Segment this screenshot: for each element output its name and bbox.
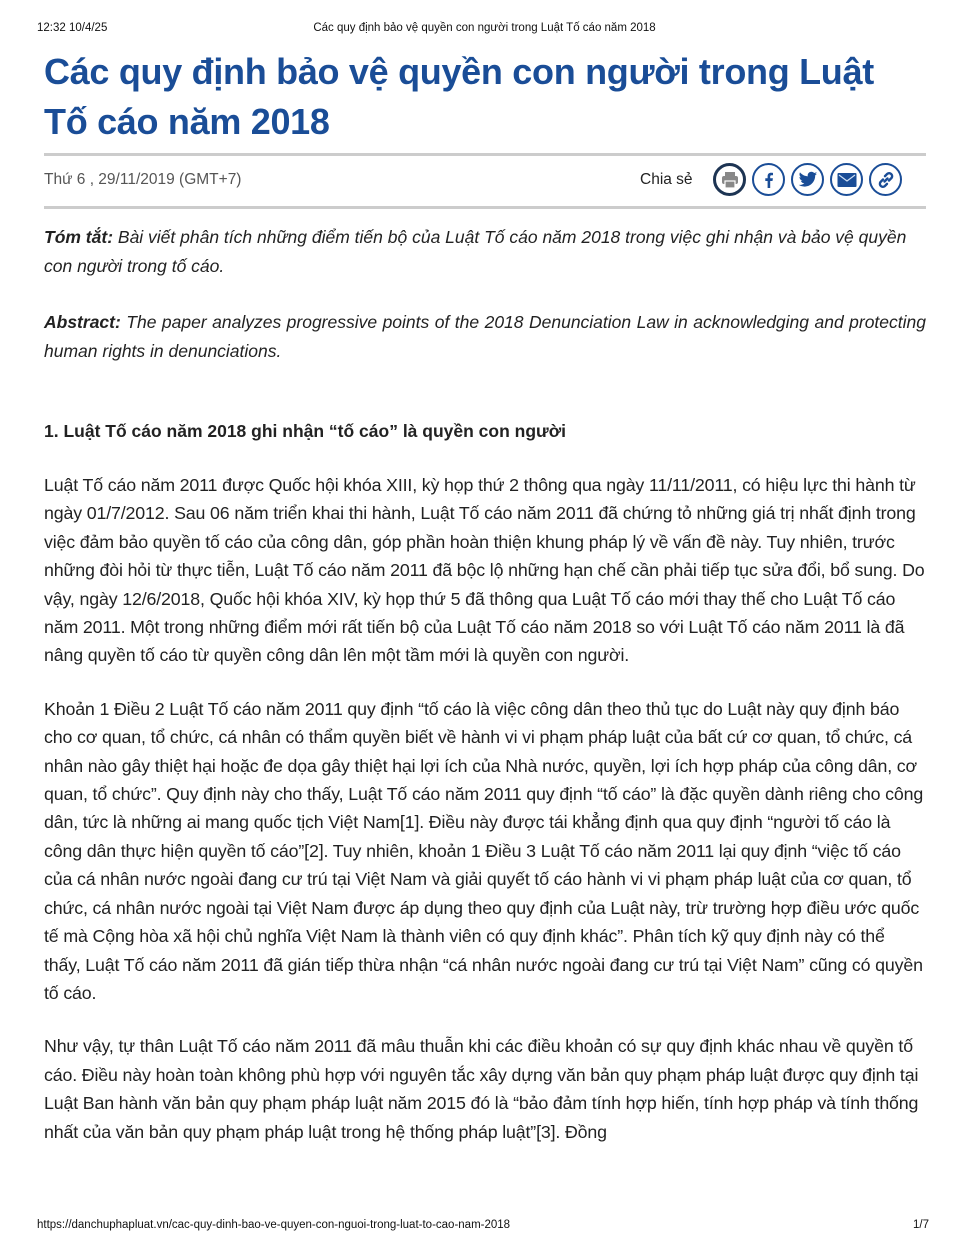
summary	[44, 223, 926, 281]
print-icon	[720, 170, 740, 190]
page-url: https://danchuphapluat.vn/cac-quy-dinh-bao-ve-quyen-con-nguoi-trong-luat-to-cao-nam-2018	[37, 1219, 511, 1231]
twitter-share-button[interactable]	[791, 163, 824, 196]
article-date: Thứ 6 , 29/11/2019 (GMT+7)	[44, 171, 242, 188]
abstract	[44, 308, 926, 366]
article-title: Các quy định bảo vệ quyền con người trong Luật Tố cáo năm 2018	[44, 51, 874, 142]
body-paragraph: Khoản 1 Điều 2 Luật Tố cáo năm 2011 quy định “tố cáo là việc công dân theo thủ tục do Luật này quy định báo cho cơ quan, tổ chức, cá nhân có thẩm quyền biết về hành vi vi phạm pháp luật của bất cứ cơ quan, tổ chức, cá nhân nào gây thiệt hại hoặc đe dọa gây thiệt hại lợi ích của Nhà nước, quyền, lợi ích hợp pháp của công dân, cơ quan, tổ chức”. Quy định này cho thấy, Luật Tố cáo năm 2011 quy định “tố cáo” là đặc quyền dành riêng cho công dân, tức là những ai mang quốc tịch Việt Nam[1]. Điều này được tái khẳng định qua quy định “người tố cáo là công dân thực hiện quyền tố cáo”[2]. Tuy nhiên, khoản 1 Điều 3 Luật Tố cáo năm 2011 lại quy định “việc tố cáo của cá nhân nước ngoài đang cư trú tại Việt Nam và giải quyết tố cáo hành vi vi phạm pháp luật của cơ quan, tổ chức, cá nhân nước ngoài tại Việt Nam được áp dụng theo quy định của Luật này, trừ trường hợp điều ước quốc tế mà Cộng hòa xã hội chủ nghĩa Việt Nam là thành viên có quy định khác”. Phân tích kỹ quy định này có thể thấy, Luật Tố cáo năm 2011 đã gián tiếp thừa nhận “cá nhân nước ngoài đang cư trú tại Việt Nam” cũng có quyền tố cáo.	[44, 698, 924, 1003]
email-share-button[interactable]	[830, 163, 863, 196]
share-buttons	[713, 163, 902, 196]
divider-top	[44, 153, 926, 156]
print-header	[0, 22, 969, 38]
section-heading: 1. Luật Tố cáo năm 2018 ghi nhận “tố cáo” là quyền con người	[44, 421, 567, 441]
abstract-text: The paper analyzes progressive points of the 2018 Denunciation Law in acknowledging and protecting human rights in denunciations.	[44, 312, 926, 361]
print-button[interactable]	[713, 163, 746, 196]
abstract-label: Abstract:	[44, 312, 121, 332]
copy-link-button[interactable]	[869, 163, 902, 196]
link-icon	[876, 170, 896, 190]
article-body	[44, 223, 926, 1146]
print-time: 12:32 10/4/25	[37, 22, 108, 34]
summary-label: Tóm tắt:	[44, 227, 114, 247]
print-doc-title: Các quy định bảo vệ quyền con người trong Luật Tố cáo năm 2018	[313, 22, 656, 34]
divider-bottom	[44, 206, 926, 209]
body-paragraph: Luật Tố cáo năm 2011 được Quốc hội khóa XIII, kỳ họp thứ 2 thông qua ngày 11/11/2011, có hiệu lực thi hành từ ngày 01/7/2012. Sau 06 năm triển khai thi hành, Luật Tố cáo năm 2011 đã chứng tỏ những giá trị nhất định trong việc đảm bảo quyền tố cáo của công dân, góp phần hoàn thiện khung pháp lý về vấn đề này. Tuy nhiên, trước những đòi hỏi từ thực tiễn, Luật Tố cáo năm 2011 đã bộc lộ những hạn chế cần phải tiếp tục sửa đổi, bổ sung. Do vậy, ngày 12/6/2018, Quốc hội khóa XIV, kỳ họp thứ 5 đã thông qua Luật Tố cáo mới thay thế cho Luật Tố cáo năm 2011. Một trong những điểm mới rất tiến bộ của Luật Tố cáo năm 2018 so với Luật Tố cáo năm 2011 là đã nâng quyền tố cáo từ quyền công dân lên một tầm mới là quyền con người.	[44, 475, 925, 666]
body-paragraph: Như vậy, tự thân Luật Tố cáo năm 2011 đã mâu thuẫn khi các điều khoản có sự quy định khác nhau về quyền tố cáo. Điều này hoàn toàn không phù hợp với nguyên tắc xây dựng văn bản quy phạm pháp luật được quy định tại Luật Ban hành văn bản quy phạm pháp luật năm 2015 đó là “bảo đảm tính hợp hiến, tính hợp pháp và tính thống nhất của văn bản quy phạm pháp luật trong hệ thống pháp luật”[3]. Đồng	[44, 1036, 919, 1142]
email-icon	[837, 172, 857, 188]
summary-text: Bài viết phân tích những điểm tiến bộ của Luật Tố cáo năm 2018 trong việc ghi nhận và bảo vệ quyền con người trong tố cáo.	[44, 227, 907, 276]
share-label: Chia sẻ	[640, 171, 693, 188]
twitter-icon	[798, 171, 818, 189]
facebook-share-button[interactable]	[752, 163, 785, 196]
facebook-icon	[760, 171, 778, 189]
page-number: 1/7	[913, 1219, 929, 1231]
